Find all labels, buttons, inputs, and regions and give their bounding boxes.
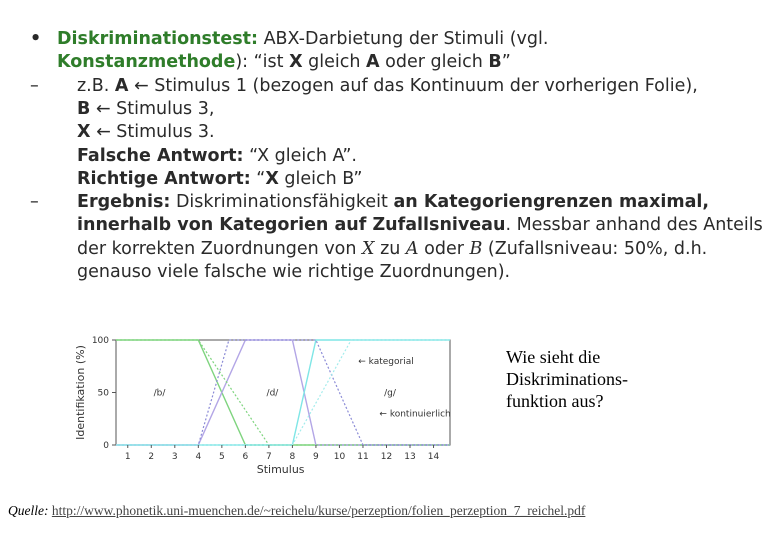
plot-frame <box>116 340 450 445</box>
x-tick-label: 4 <box>195 452 202 462</box>
text-segment: Konstanzmethode <box>57 52 236 73</box>
chart-svg <box>70 318 490 478</box>
slide-text-line <box>57 28 548 51</box>
text-segment: zu <box>374 238 406 259</box>
x-tick-label: 6 <box>242 452 249 462</box>
text-segment: der korrekten Zuordnungen von <box>77 238 363 259</box>
text-segment: B <box>77 98 91 119</box>
x-tick-label: 13 <box>404 452 416 462</box>
x-tick-label: 8 <box>289 452 296 462</box>
text-segment: Ergebnis: <box>77 192 171 213</box>
x-tick-label: 10 <box>333 452 346 462</box>
bullet-marker: • <box>30 29 42 49</box>
text-segment: X <box>362 238 375 259</box>
slide-text-line <box>77 121 215 144</box>
source-link[interactable]: http://www.phonetik.uni-muenchen.de/~reichelu/kurse/perzeption/folien_perzeption_7_reichel.pdf <box>51 503 586 518</box>
x-tick-label: 3 <box>171 452 178 462</box>
text-segment: A <box>114 75 129 96</box>
x-tick-label: 9 <box>313 452 319 462</box>
text-segment: ” <box>501 52 511 73</box>
text-segment: an Kategoriengrenzen maximal, <box>393 192 710 213</box>
text-segment: Diskriminationstest: <box>57 29 258 49</box>
dash-marker: – <box>30 75 39 96</box>
text-segment: A <box>405 238 419 259</box>
text-segment: A <box>366 52 380 73</box>
slide-text-line <box>77 214 763 237</box>
text-segment: “ <box>250 168 266 189</box>
text-segment: Diskriminationsfähigkeit <box>170 192 394 213</box>
text-segment: X <box>289 52 303 73</box>
text-segment: (Zufallsniveau: 50%, d.h. <box>482 238 708 259</box>
text-segment: ← Stimulus 3, <box>90 98 215 119</box>
series-line-kategorial <box>116 340 450 445</box>
slide-text-line <box>77 75 698 98</box>
series-line-kategorial <box>116 340 450 445</box>
series-line-kontinuierlich <box>116 340 450 445</box>
source-citation <box>8 503 720 519</box>
text-segment: ABX-Darbietung der Stimuli (vgl. <box>258 29 549 49</box>
text-segment: oder <box>418 238 470 259</box>
slide-text-line <box>77 261 510 284</box>
slide-text-line <box>57 51 511 74</box>
slide-text-line <box>77 191 709 214</box>
x-tick-label: 7 <box>266 452 272 462</box>
series-line-kontinuierlich <box>116 340 450 445</box>
annotation-kategorial: ← kategorial <box>358 357 414 367</box>
text-segment: X <box>77 122 91 143</box>
slide-text-line <box>77 238 707 261</box>
text-segment: B <box>469 238 483 259</box>
category-label-g: /g/ <box>384 388 396 399</box>
dash-marker: – <box>30 192 39 213</box>
x-tick-label: 2 <box>148 452 155 462</box>
series-line-kontinuierlich <box>116 340 450 445</box>
x-tick-label: 5 <box>218 452 225 462</box>
x-tick-label: 1 <box>124 452 131 462</box>
x-tick-label: 14 <box>427 452 440 462</box>
y-tick-label: 50 <box>97 388 109 399</box>
text-segment: ): “ist <box>235 52 290 73</box>
text-segment: ← Stimulus 1 (bezogen auf das Kontinuum der vorherigen Folie), <box>128 75 698 96</box>
category-label-d: /d/ <box>266 388 279 399</box>
text-segment: z.B. <box>77 75 115 96</box>
series-line-kategorial <box>116 340 450 445</box>
slide-text-line <box>77 145 357 168</box>
identification-chart <box>70 318 490 478</box>
y-tick-label: 0 <box>103 441 109 451</box>
text-segment: gleich B” <box>278 168 363 189</box>
text-segment: B <box>488 52 502 73</box>
y-axis-title: Identifikation (%) <box>74 345 87 440</box>
annotation-kontinuierlich: ← kontinuierlich <box>379 409 451 420</box>
text-segment: Richtige Antwort: <box>77 168 251 189</box>
text-segment: ← Stimulus 3. <box>90 122 215 143</box>
y-tick-label: 100 <box>91 336 109 346</box>
text-segment: genauso viele falsche wie richtige Zuordnungen). <box>77 262 511 282</box>
category-label-b: /b/ <box>153 388 166 399</box>
text-segment: oder gleich <box>379 52 489 73</box>
text-segment: innerhalb von Kategorien auf Zufallsniveau <box>77 215 506 236</box>
x-tick-label: 12 <box>380 452 393 462</box>
text-segment: . Messbar anhand des Anteils <box>505 215 763 236</box>
question-text <box>506 346 696 412</box>
question-line: Diskriminations- <box>506 369 628 389</box>
x-tick-label: 11 <box>357 452 369 462</box>
text-segment: gleich <box>302 52 367 73</box>
text-segment: Falsche Antwort: <box>77 145 244 166</box>
slide-text-line <box>77 168 362 191</box>
x-axis-title: Stimulus <box>256 463 305 476</box>
source-label: Quelle: <box>8 503 49 518</box>
question-line: funktion aus? <box>506 391 604 411</box>
text-segment: X <box>265 168 279 189</box>
question-line: Wie sieht die <box>506 347 601 367</box>
text-segment: “X gleich A”. <box>243 145 357 166</box>
slide-text-line <box>77 98 214 121</box>
